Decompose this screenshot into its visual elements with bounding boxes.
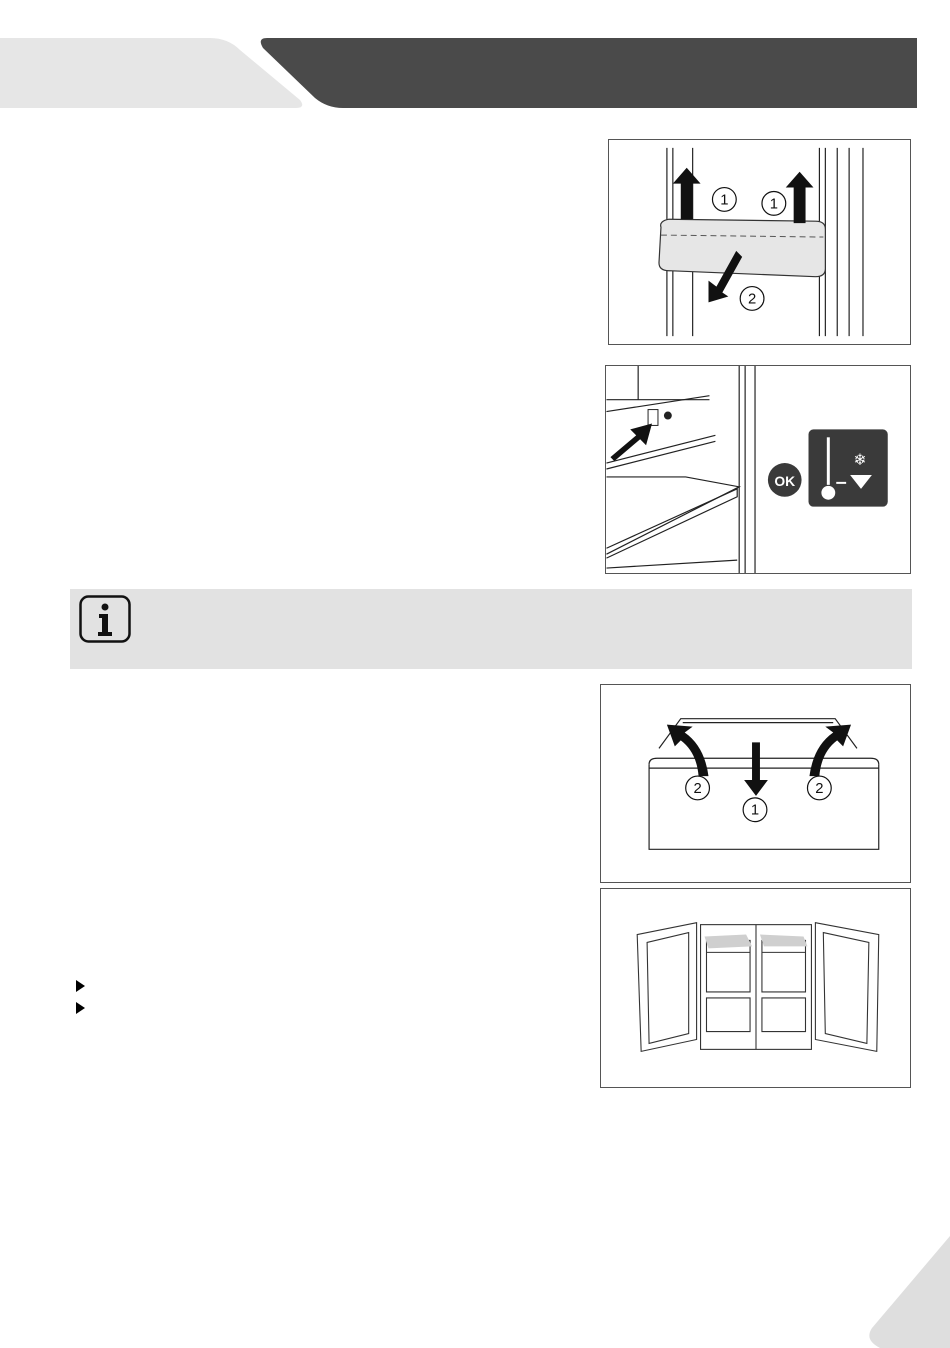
callout-1b: 1 [769,196,778,213]
info-icon [79,595,131,643]
callout-2-left: 2 [693,780,702,797]
callout-1a: 1 [720,192,729,209]
callout-2: 2 [747,291,757,308]
header-tab-dark [255,0,917,112]
ok-button-label: OK [774,472,796,489]
bullet-arrow-icon [76,1002,85,1014]
figure-control-panel [605,365,911,574]
figure-fridge-open [600,888,911,1088]
figure-door-shelf [608,139,911,345]
figure-drawer-lid [600,684,911,883]
door-shelf-shape [659,219,825,276]
info-note-box [70,589,912,669]
svg-text:❄: ❄ [853,450,867,470]
callout-1: 1 [750,802,760,819]
bullet-arrow-icon [76,980,85,992]
page-corner-tab [860,1236,950,1348]
callout-2-right: 2 [815,780,824,797]
